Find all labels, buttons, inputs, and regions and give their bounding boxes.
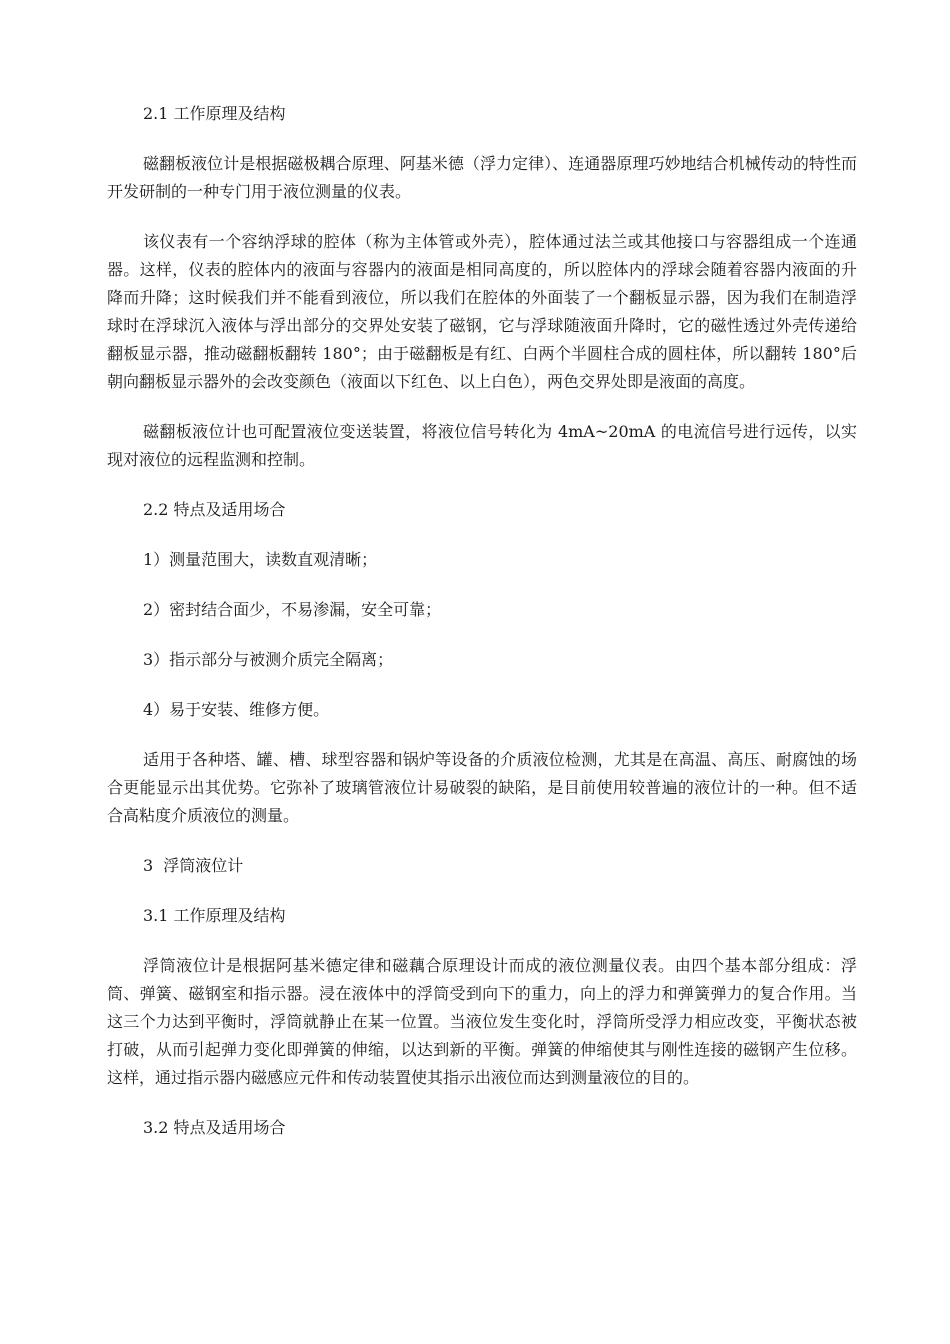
section-heading-3-2: 3.2 特点及适用场合 bbox=[143, 1118, 286, 1137]
feature-item: 3）指示部分与被测介质完全隔离； bbox=[143, 650, 394, 669]
section-heading-2-1: 2.1 工作原理及结构 bbox=[143, 104, 286, 123]
section-number: 3 bbox=[143, 856, 154, 875]
paragraph-float-principle: 浮筒液位计是根据阿基米德定律和磁藕合原理设计而成的液位测量仪表。由四个基本部分组成：浮筒、弹簧、磁钢室和指示器。浸在液体中的浮筒受到向下的重力，向上的浮力和弹簧弹力的复合作用。当这三个力达到平衡时，浮筒就静止在某一位置。当液位发生变化时，浮筒所受浮力相应改变，平衡状态被打破，从而引起弹力变化即弹簧的伸缩，以达到新的平衡。弹簧的伸缩使其与刚性连接的磁钢产生位移。这样，通过指示器内磁感应元件和传动装置使其指示出液位而达到测量液位的目的。 bbox=[107, 956, 857, 1087]
section-heading-3 bbox=[107, 852, 857, 880]
feature-item: 4）易于安装、维修方便。 bbox=[143, 700, 330, 719]
section-heading-3-1: 3.1 工作原理及结构 bbox=[143, 906, 286, 925]
document-page bbox=[107, 100, 857, 1164]
feature-item: 1）测量范围大，读数直观清晰； bbox=[143, 550, 378, 569]
paragraph-principle-intro: 磁翻板液位计是根据磁极耦合原理、阿基米德（浮力定律）、连通器原理巧妙地结合机械传动的特性而开发研制的一种专门用于液位测量的仪表。 bbox=[107, 154, 857, 201]
section-title: 浮筒液位计 bbox=[163, 856, 244, 875]
paragraph-transmitter: 磁翻板液位计也可配置液位变送装置，将液位信号转化为 4mA~20mA 的电流信号进行远传，以实现对液位的远程监测和控制。 bbox=[107, 422, 857, 469]
feature-item: 2）密封结合面少，不易渗漏，安全可靠； bbox=[143, 600, 442, 619]
paragraph-principle-detail: 该仪表有一个容纳浮球的腔体（称为主体管或外壳），腔体通过法兰或其他接口与容器组成一个连通器。这样，仪表的腔体内的液面与容器内的液面是相同高度的，所以腔体内的浮球会随着容器内液面的升降而升降；这时候我们并不能看到液位，所以我们在腔体的外面装了一个翻板显示器，因为我们在制造浮球时在浮球沉入液体与浮出部分的交界处安装了磁钢，它与浮球随液面升降时，它的磁性透过外壳传递给翻板显示器，推动磁翻板翻转 180°；由于磁翻板是有红、白两个半圆柱合成的圆柱体，所以翻转 180°后朝向翻板显示器外的会改变颜色（液面以下红色、以上白色），两色交界处即是液面的高度。 bbox=[107, 232, 857, 391]
section-heading-2-2: 2.2 特点及适用场合 bbox=[143, 500, 286, 519]
paragraph-applications: 适用于各种塔、罐、槽、球型容器和锅炉等设备的介质液位检测，尤其是在高温、高压、耐腐蚀的场合更能显示出其优势。它弥补了玻璃管液位计易破裂的缺陷，是目前使用较普遍的液位计的一种。但不适合高粘度介质液位的测量。 bbox=[107, 750, 857, 825]
